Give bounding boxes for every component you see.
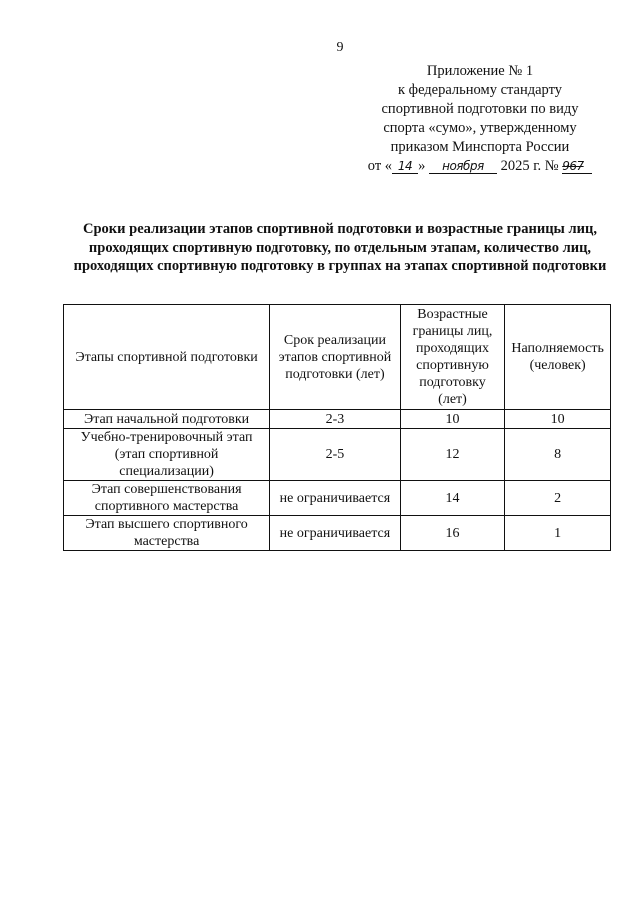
appendix-line: к федеральному стандарту — [398, 82, 562, 98]
table-row — [64, 516, 611, 551]
date-mid: » — [418, 158, 426, 174]
cell-stage: Этап начальной подготовки — [64, 410, 270, 429]
appendix-line: спорта «сумо», утвержденному — [383, 120, 577, 136]
handwritten-month: ноября — [429, 159, 497, 174]
cell-group-size: 1 — [505, 516, 611, 551]
handwritten-day: 14 — [392, 159, 418, 174]
handwritten-order-number: 967 — [562, 159, 592, 174]
cell-duration: 2-5 — [270, 429, 401, 481]
cell-age: 14 — [400, 481, 505, 516]
cell-duration: не ограничивается — [270, 516, 401, 551]
cell-age: 12 — [400, 429, 505, 481]
header-group-size: Наполняемость (человек) — [505, 305, 611, 410]
header-age-limits: Возрастные границы лиц, проходящих спортивную подготовку (лет) — [400, 305, 505, 410]
cell-group-size: 10 — [505, 410, 611, 429]
date-prefix: от « — [367, 158, 393, 174]
cell-age: 16 — [400, 516, 505, 551]
page-number: 9 — [336, 40, 344, 55]
order-date-line — [360, 157, 600, 176]
table-row — [64, 410, 611, 429]
cell-duration: не ограничивается — [270, 481, 401, 516]
cell-group-size: 2 — [505, 481, 611, 516]
table-header-row — [64, 305, 611, 410]
appendix-line: спортивной подготовки по виду — [381, 101, 579, 117]
appendix-line: Приложение № 1 — [426, 63, 534, 79]
cell-stage: Учебно-тренировочный этап (этап спортивной специализации) — [64, 429, 270, 481]
table-row — [64, 429, 611, 481]
appendix-line: приказом Минспорта России — [390, 139, 570, 155]
cell-duration: 2-3 — [270, 410, 401, 429]
document-title: Сроки реализации этапов спортивной подготовки и возрастные границы лиц, проходящих спортивную подготовку, по отдельным этапам, количество лиц, проходящих спортивную подготовку в группах на этапах спортивной подготовки — [73, 221, 607, 274]
table-row — [64, 481, 611, 516]
cell-age: 10 — [400, 410, 505, 429]
cell-group-size: 8 — [505, 429, 611, 481]
header-stages: Этапы спортивной подготовки — [64, 305, 270, 410]
stages-table — [63, 304, 611, 551]
appendix-header — [360, 62, 600, 176]
date-year: 2025 г. № — [500, 158, 559, 174]
cell-stage: Этап совершенствования спортивного мастерства — [64, 481, 270, 516]
cell-stage: Этап высшего спортивного мастерства — [64, 516, 270, 551]
header-duration: Срок реализации этапов спортивной подготовки (лет) — [270, 305, 401, 410]
